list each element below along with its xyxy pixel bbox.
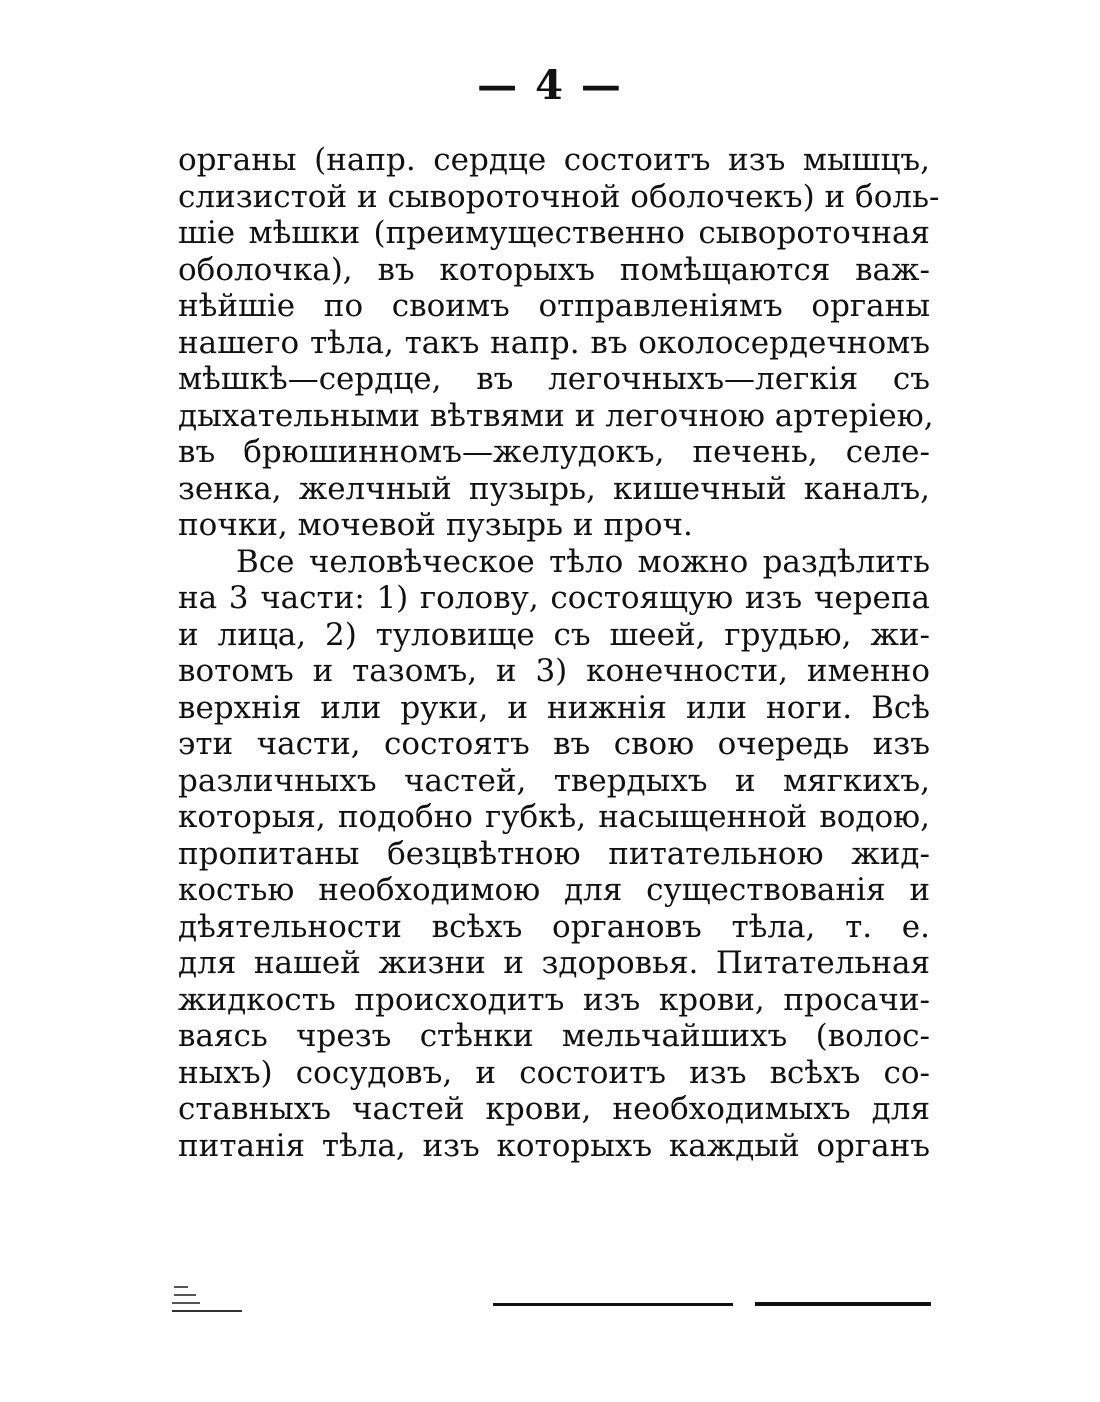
- text-line: ваясь чрезъ стѣнки мельчайшихъ (волос-: [178, 1018, 930, 1054]
- text-line: пропитаны безцвѣтною питательною жид-: [178, 835, 930, 872]
- text-line: жидкость происходитъ изъ крови, просачи-: [178, 981, 930, 1018]
- text-line: мѣшкѣ—сердце, въ легочныхъ—легкія съ: [178, 361, 930, 397]
- text-line: нашего тѣла, такъ напр. въ околосердечномъ: [178, 324, 930, 361]
- printer-mark: [172, 1284, 262, 1320]
- text-line: различныхъ частей, твердыхъ и мягкихъ,: [178, 762, 930, 799]
- footer-rule-right: [755, 1302, 931, 1306]
- text-line: Все человѣческое тѣло можно раздѣлить: [236, 543, 930, 580]
- footer-rule: [493, 1302, 931, 1306]
- text-line: верхнія или руки, и нижнія или ноги. Всѣ: [178, 689, 930, 726]
- text-line: ставныхъ частей крови, необходимыхъ для: [178, 1091, 930, 1127]
- text-line: которыя, подобно губкѣ, насыщенной водою,: [178, 799, 930, 835]
- text-line: дѣятельности всѣхъ органовъ тѣла, т. е.: [178, 908, 930, 945]
- text-line: ныхъ) сосудовъ, и состоитъ изъ всѣхъ со-: [178, 1054, 930, 1091]
- text-line: эти части, состоятъ въ свою очередь изъ: [178, 726, 930, 762]
- text-line: питанія тѣла, изъ которыхъ каждый органъ: [178, 1127, 930, 1164]
- body-text: [178, 142, 940, 1164]
- text-line: шіе мѣшки (преимущественно сывороточная: [178, 215, 930, 251]
- text-line: оболочка), въ которыхъ помѣщаются важ-: [178, 251, 930, 288]
- text-line: и лица, 2) туловище съ шеей, грудью, жи-: [178, 616, 930, 653]
- page-number: — 4 —: [477, 62, 623, 109]
- footer-rule-left: [493, 1303, 733, 1306]
- text-line: зенка, желчный пузырь, кишечный каналъ,: [178, 470, 930, 507]
- text-line: для нашей жизни и здоровья. Питательная: [178, 945, 930, 981]
- text-line: слизистой и сывороточной оболочекъ) и боль-: [178, 178, 940, 215]
- text-line: почки, мочевой пузырь и проч.: [178, 507, 693, 543]
- text-line: на 3 части: 1) голову, состоящую изъ черепа: [178, 580, 930, 616]
- text-line: костью необходимою для существованія и: [178, 872, 930, 908]
- text-line: нѣйшіе по своимъ отправленіямъ органы: [178, 288, 930, 324]
- text-line: органы (напр. сердце состоитъ изъ мышцъ,: [178, 142, 930, 178]
- text-line: вотомъ и тазомъ, и 3) конечности, именно: [178, 653, 930, 689]
- text-line: въ брюшинномъ—желудокъ, печень, селе-: [178, 434, 930, 470]
- text-line: дыхательными вѣтвями и легочною артеріею,: [178, 397, 934, 434]
